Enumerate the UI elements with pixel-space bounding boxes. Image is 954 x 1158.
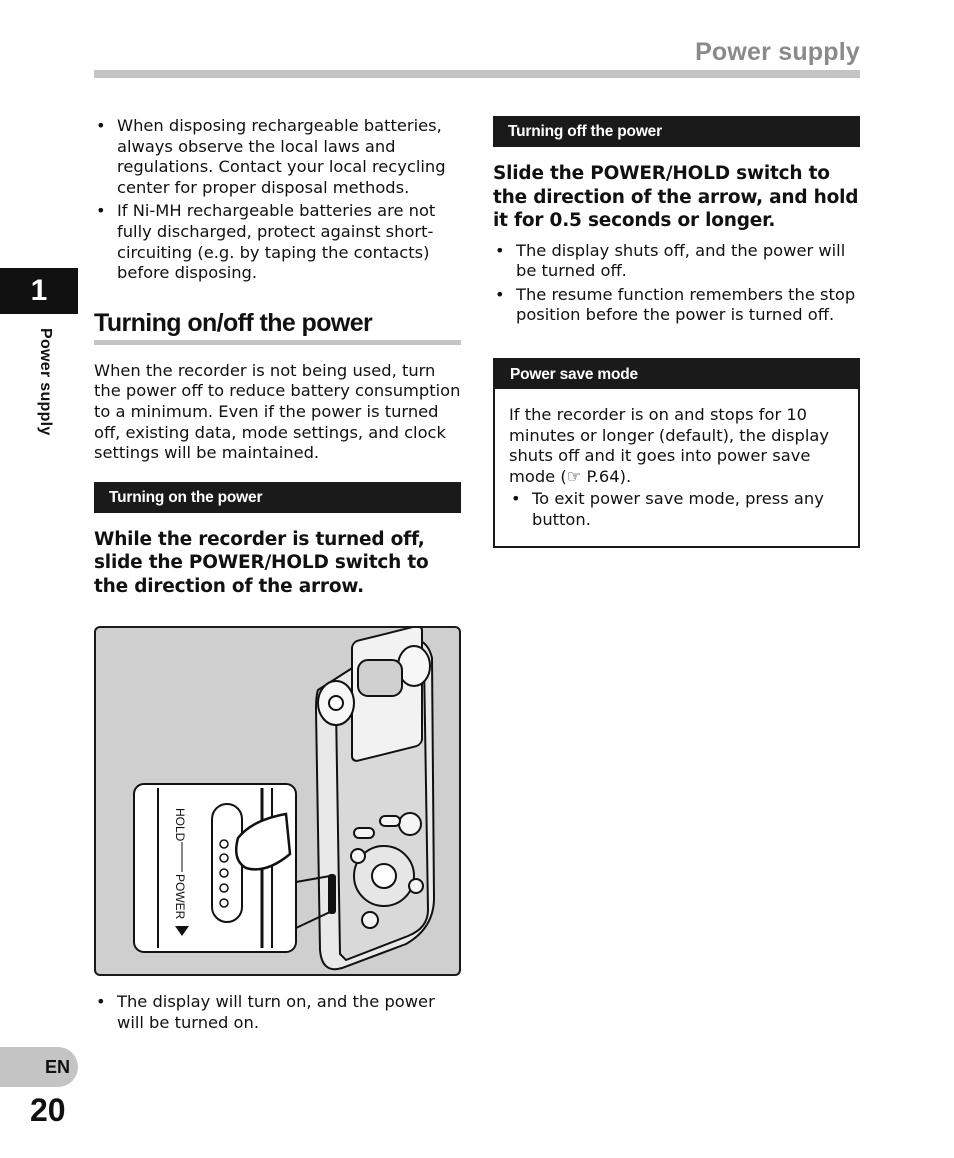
turning-on-result	[94, 992, 461, 1036]
turning-on-bar: Turning on the power	[94, 482, 461, 513]
list-item: • The display shuts off, and the power will be turned off.	[493, 241, 860, 282]
right-column	[493, 116, 860, 329]
disposal-bullets	[94, 116, 461, 284]
page-header-title: Power supply	[695, 38, 860, 66]
power-save-bar: Power save mode	[495, 360, 858, 389]
switch-zoom-inset	[134, 784, 296, 952]
chapter-number-tab: 1	[0, 268, 78, 314]
header-rule	[94, 70, 860, 78]
switch-label-power: POWER	[173, 874, 187, 920]
list-item: • To exit power save mode, press any button.	[509, 489, 844, 530]
recorder-illustration	[94, 626, 461, 976]
section-body: When the recorder is not being used, turn the power off to reduce battery consumption to a minimum. Even if the power is turned off, existing data, mode settings, and clock settings will be maintained.	[94, 360, 461, 463]
list-item: • When disposing rechargeable batteries, always observe the local laws and regulations. Contact your local recycling center for proper disposal methods.	[94, 116, 461, 198]
language-tab: EN	[0, 1047, 78, 1087]
turning-off-instruction: Slide the POWER/HOLD switch to the direction of the arrow, and hold it for 0.5 seconds or longer.	[493, 163, 859, 231]
section-title: Turning on/off the power	[94, 309, 461, 345]
turning-off-bullets	[493, 241, 860, 326]
list-item: • If Ni-MH rechargeable batteries are not fully discharged, protect against short-circuiting (e.g. by taping the contacts) before disposing.	[94, 201, 461, 283]
left-column	[94, 116, 461, 598]
turning-on-instruction: While the recorder is turned off, slide the POWER/HOLD switch to the direction of the arrow.	[94, 528, 429, 597]
turning-off-bar: Turning off the power	[493, 116, 860, 147]
page-number: 20	[30, 1092, 66, 1128]
switch-label-hold: HOLD	[173, 808, 187, 842]
list-item: • The display will turn on, and the power will be turned on.	[94, 992, 461, 1033]
chapter-side-label: Power supply	[37, 328, 54, 436]
power-save-bullets	[509, 489, 844, 530]
recorder-drawing	[96, 628, 459, 974]
power-save-box	[493, 358, 860, 548]
power-save-body: If the recorder is on and stops for 10 minutes or longer (default), the display shuts off and it goes into power save mode (☞ P.64).	[509, 405, 829, 486]
list-item: • The resume function remembers the stop position before the power is turned off.	[493, 285, 860, 326]
